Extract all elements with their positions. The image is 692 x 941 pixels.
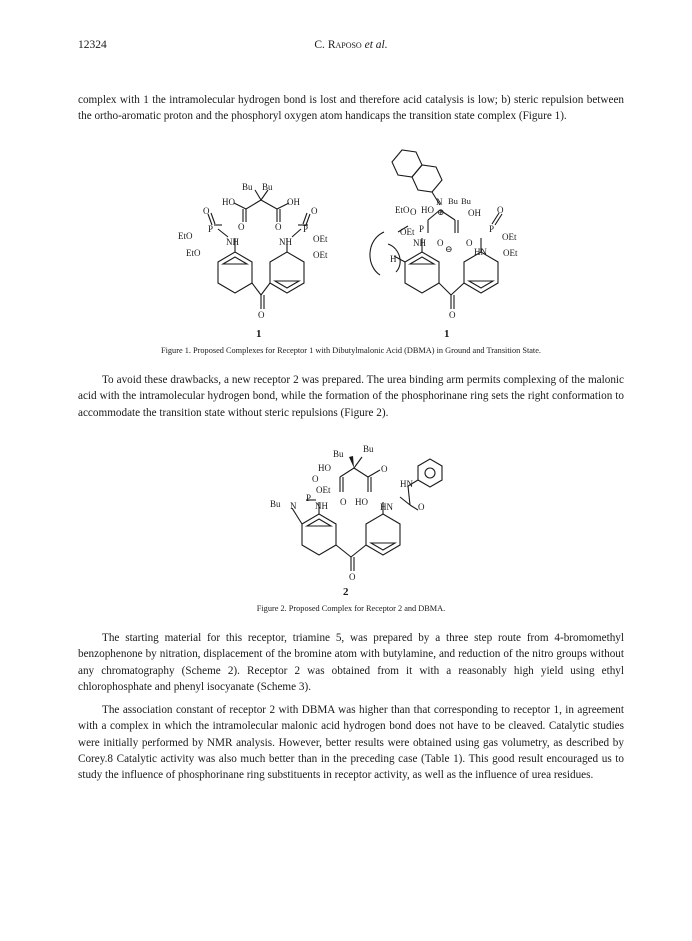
page-number: 12324 (78, 39, 107, 51)
compound-label-1-right: 1 (444, 328, 450, 340)
figure-1-caption: Figure 1. Proposed Complexes for Receptor 1 with Dibutylmalonic Acid (DBMA) in Ground and Transition State. (160, 346, 541, 355)
n-label: N (436, 197, 443, 207)
figure-2-structure (0, 430, 692, 590)
minus-label: ⊖ (445, 244, 453, 254)
figure-1-structures (0, 145, 692, 475)
eto-label: EtO (178, 231, 193, 241)
oet-label: OEt (313, 250, 328, 260)
eto-label: EtO (186, 248, 201, 258)
o-label: O (275, 222, 282, 232)
urea-o-label: O (418, 502, 425, 512)
carbonyl-o-label: O (449, 310, 456, 320)
p-label: P (306, 493, 312, 503)
bu-label: Bu (262, 182, 273, 192)
oet-label: OEt (502, 232, 517, 242)
nh-label: NH (226, 237, 239, 247)
figure-2-caption: Figure 2. Proposed Complex for Receptor 2 and DBMA. (256, 604, 446, 613)
bu-label: Bu (363, 444, 374, 454)
author-suffix: et al. (361, 39, 388, 51)
o-label: O (497, 205, 504, 215)
h-label: H (390, 254, 397, 264)
plus-label: ⊕ (437, 207, 445, 217)
o-label: O (381, 464, 388, 474)
bu-label: Bu (448, 196, 458, 206)
nh-label: NH (315, 501, 328, 511)
oet-label: OEt (400, 227, 415, 237)
oet-label: OEt (313, 234, 328, 244)
p-label: P (489, 224, 495, 234)
carbonyl-o-label: O (258, 310, 265, 320)
oh-label: OH (287, 197, 300, 207)
compound-label-1-left: 1 (256, 328, 262, 340)
bu-label: Bu (242, 182, 253, 192)
oet-label: OEt (316, 485, 331, 495)
paragraph-2: To avoid these drawbacks, a new receptor 2 was prepared. The urea binding arm permits complexing of the malonic acid with the intramolecular hydrogen bond, while the formation of the phosphorinane ring sets the right conformation to accommodate the transition state without steric repulsions (Figure 2). (78, 374, 624, 419)
structure-1-ground-state (178, 182, 328, 320)
eto-label: EtO (395, 205, 410, 215)
author-initial: C. (314, 39, 328, 51)
hn-label: HN (400, 479, 413, 489)
paragraph-3: The starting material for this receptor, triamine 5, was prepared by a three step route from 4-bromomethyl benzophenone by nitration, displacement of the bromine atom with butylamine, and reduction of the nitro groups without any chromatography (Scheme 2). Receptor 2 was obtained from it with a reasonably high yield using ethyl chlorophosphate and phenyl isocyanate (Scheme 3). (78, 632, 624, 693)
hn-label: HN (474, 247, 487, 257)
hn-label: HN (380, 502, 393, 512)
nh-label: NH (413, 238, 426, 248)
o-label: O (340, 497, 347, 507)
paragraph-1: complex with 1 the intramolecular hydrogen bond is lost and therefore acid catalysis is low; b) steric repulsion between the ortho-aromatic proton and the phosphoryl oxygen atom handicaps the transition state complex (Figure 1). (78, 94, 624, 123)
bu-label: Bu (461, 196, 471, 206)
author-surname: Raposo (327, 39, 362, 51)
n-label: N (290, 501, 297, 511)
o-label: O (437, 238, 444, 248)
ho-label: HO (222, 197, 235, 207)
o-label: O (203, 206, 210, 216)
compound-label-2: 2 (343, 586, 349, 598)
bu-label: Bu (333, 449, 344, 459)
o-label: O (466, 238, 473, 248)
ho-label: HO (355, 497, 368, 507)
p-label: P (208, 224, 214, 234)
ho-label: HO (318, 463, 331, 473)
ho-label: HO (421, 205, 434, 215)
o-label: O (311, 206, 318, 216)
oh-label: OH (468, 208, 481, 218)
o-label: O (410, 207, 417, 217)
carbonyl-o-label: O (349, 572, 356, 582)
running-header (78, 39, 624, 55)
nh-label: NH (279, 237, 292, 247)
bu-label: Bu (270, 499, 281, 509)
running-title (78, 39, 624, 51)
o-label: O (238, 222, 245, 232)
oet-label: OEt (503, 248, 518, 258)
paragraph-4: The association constant of receptor 2 with DBMA was higher than that corresponding to receptor 1, in agreement with a complex in which the intramolecular malonic acid hydrogen bond does not have to be cleaved. Catalytic studies were initially performed by NMR analysis. However, better results were obtained using gas volumetry, as described by Corey.8 Catalytic activity was also much better than in the preceding case (Table 1). This good result encouraged us to study the influence of phosphorinane ring substituents in receptor activity, as well as the influence of urea residues. (78, 704, 624, 782)
p-label: P (419, 224, 425, 234)
p-label: P (303, 224, 309, 234)
structure-1-transition-state (370, 150, 518, 320)
o-label: O (312, 474, 319, 484)
